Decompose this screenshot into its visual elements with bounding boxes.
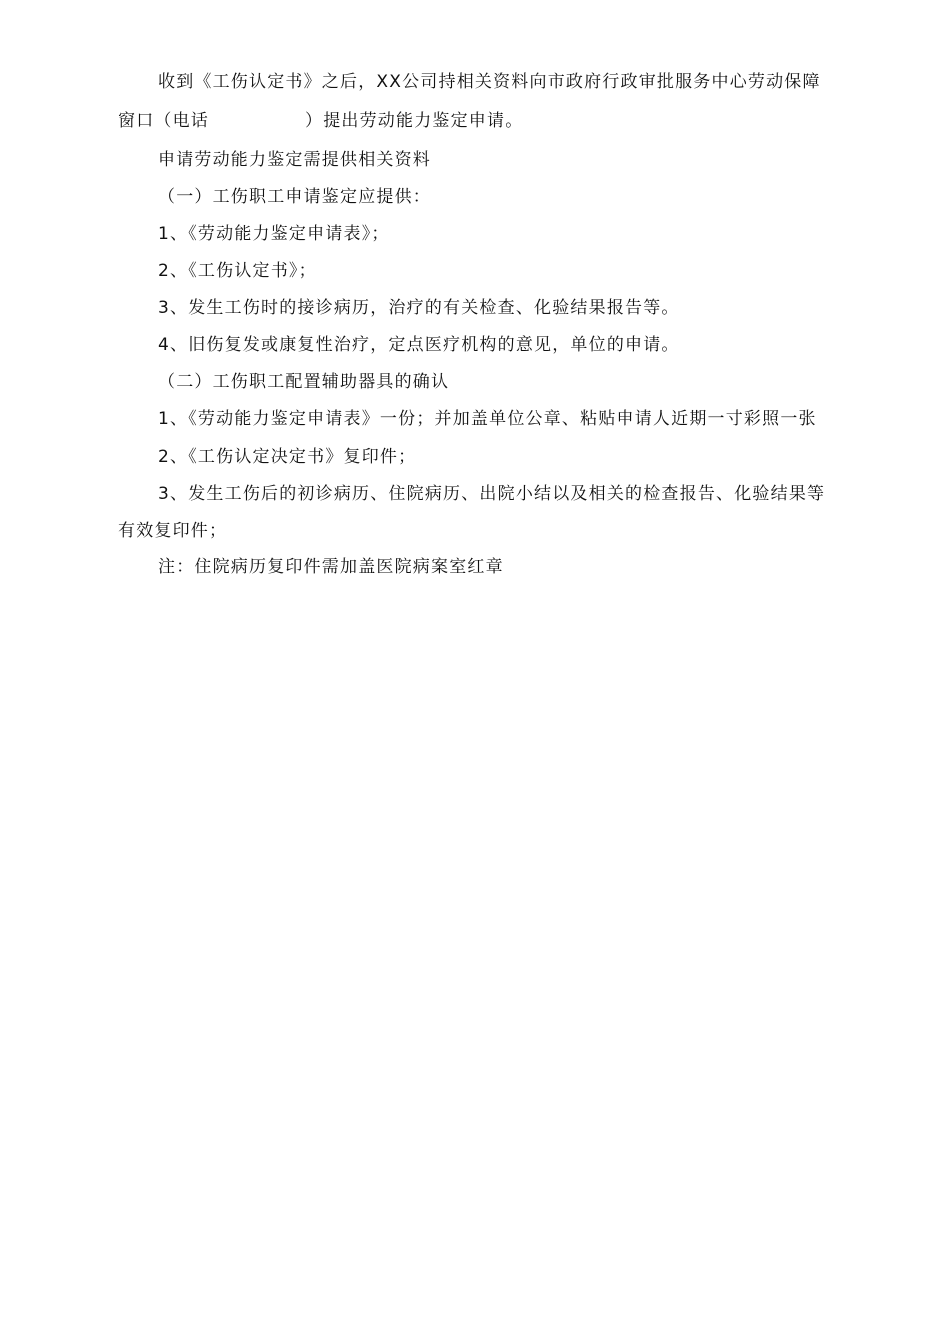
- section-heading: （二）工伤职工配置辅助器具的确认: [158, 372, 450, 392]
- list-item-continuation: 有效复印件；: [118, 521, 228, 541]
- phone-label: 窗口（电话: [118, 111, 209, 131]
- section-heading: （一）工伤职工申请鉴定应提供：: [158, 187, 431, 207]
- list-item: 4、旧伤复发或康复性治疗，定点医疗机构的意见，单位的申请。: [158, 335, 680, 355]
- list-item: 3、发生工伤后的初诊病历、住院病历、出院小结以及相关的检查报告、化验结果等: [158, 484, 826, 504]
- list-item: 1、《劳动能力鉴定申请表》；: [158, 224, 390, 244]
- note: 注：住院病历复印件需加盖医院病案室红章: [158, 557, 504, 577]
- materials-heading: 申请劳动能力鉴定需提供相关资料: [158, 150, 431, 170]
- list-item: 1、《劳动能力鉴定申请表》一份；并加盖单位公章、粘贴申请人近期一寸彩照一张: [158, 409, 817, 429]
- list-item: 3、发生工伤时的接诊病历，治疗的有关检查、化验结果报告等。: [158, 298, 680, 318]
- list-item: 2、《工伤认定书》；: [158, 261, 317, 281]
- paragraph-text: ）提出劳动能力鉴定申请。: [305, 111, 524, 131]
- paragraph-line-phone: [118, 109, 523, 133]
- paragraph-line: 收到《工伤认定书》之后，XX公司持相关资料向市政府行政审批服务中心劳动保障: [158, 72, 821, 92]
- list-item: 2、《工伤认定决定书》复印件；: [158, 447, 417, 467]
